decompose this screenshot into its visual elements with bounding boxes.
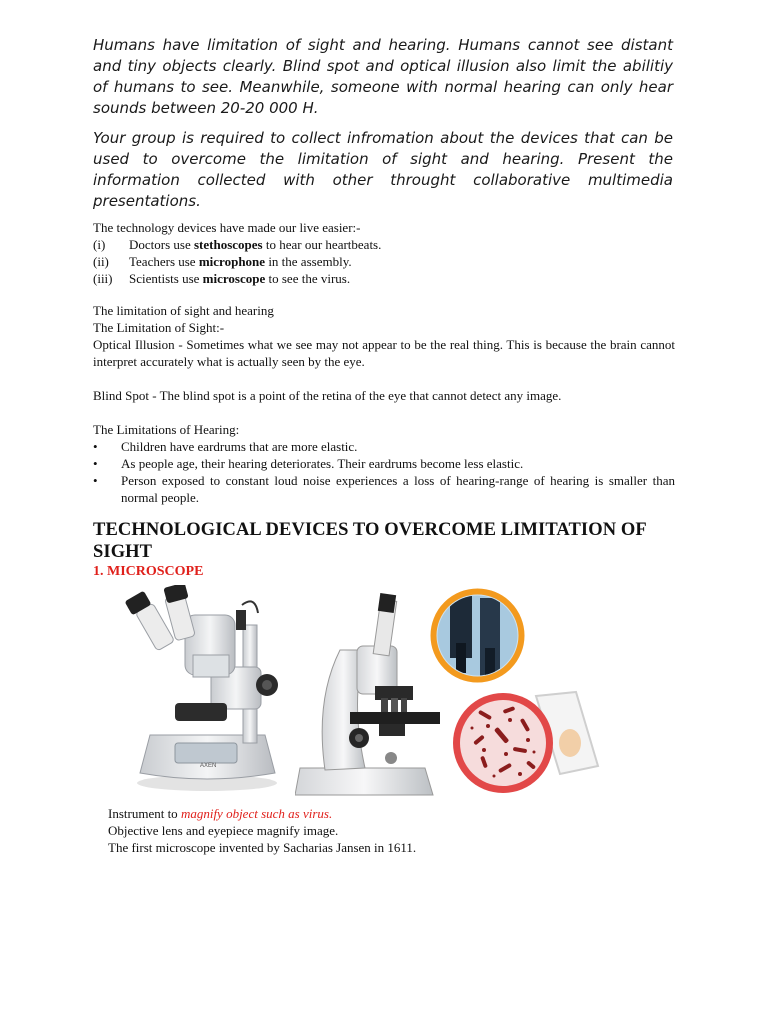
list-text: As people age, their hearing deteriorates. Their eardrums become less elastic. — [121, 456, 524, 471]
list-text: Doctors use stethoscopes to hear our heartbeats. — [129, 237, 382, 252]
stereo-brand-label: AXEN — [200, 763, 217, 769]
list-text: Person exposed to constant loud noise experiences a loss of hearing-range of hearing is smaller than normal people. — [121, 473, 675, 505]
list-number: (i) — [93, 237, 106, 252]
list-item — [93, 270, 675, 287]
microscope-subheading: 1. MICROSCOPE — [93, 564, 204, 579]
limitations-block — [93, 302, 675, 506]
list-number: (iii) — [93, 271, 113, 286]
virus-slide-image — [448, 688, 608, 798]
list-number: (ii) — [93, 254, 109, 269]
bullet: • — [93, 473, 98, 488]
blind-spot-text: Blind Spot - The blind spot is a point of the retina of the eye that cannot detect any image. — [93, 388, 562, 403]
technology-heading: The technology devices have made our live easier:- — [93, 220, 361, 235]
stereo-microscope-image — [115, 585, 290, 795]
list-text: Scientists use microscope to see the virus. — [129, 271, 351, 286]
list-text: Teachers use microphone in the assembly. — [129, 254, 352, 269]
list-item — [93, 253, 675, 270]
caption-line-1: Instrument to magnify object such as virus. — [108, 806, 333, 821]
intro-paragraph-1: Humans have limitation of sight and hearing. Humans cannot see distant and tiny objects clearly. Blind spot and optical illusion also limit the abilitiy of humans to see. Meanwhile, someone with normal hearing can only hear sounds between 20-20 000 H. — [93, 36, 673, 117]
caption-line-2: Objective lens and eyepiece magnify image. — [108, 823, 339, 838]
technology-list — [93, 219, 675, 287]
hearing-heading: The Limitations of Hearing: — [93, 422, 240, 437]
list-item — [93, 455, 675, 472]
list-text: Children have eardrums that are more elastic. — [121, 439, 358, 454]
optical-illusion-text: Optical Illusion - Sometimes what we see may not appear to be the real thing. This is because the brain cannot interpret accurately what is actually seen by the eye. — [93, 337, 675, 369]
objective-lens-zoom-image — [430, 588, 525, 683]
sight-heading: The Limitation of Sight:- — [93, 320, 225, 335]
microscope-caption — [108, 805, 628, 856]
limitations-title: The limitation of sight and hearing — [93, 303, 274, 318]
compound-microscope-image — [295, 590, 445, 805]
section-heading: TECHNOLOGICAL DEVICES TO OVERCOME LIMITATION OF SIGHT — [93, 520, 647, 562]
intro-paragraph-2: Your group is required to collect infromation about the devices that can be used to overcome the limitation of sight and hearing. Present the information collected with other throught collaborative multimedia presentations. — [93, 129, 673, 210]
list-item — [93, 438, 675, 455]
caption-line-3: The first microscope invented by Sacharias Jansen in 1611. — [108, 840, 417, 855]
bullet: • — [93, 456, 98, 471]
list-item — [93, 472, 675, 506]
bullet: • — [93, 439, 98, 454]
list-item — [93, 236, 675, 253]
